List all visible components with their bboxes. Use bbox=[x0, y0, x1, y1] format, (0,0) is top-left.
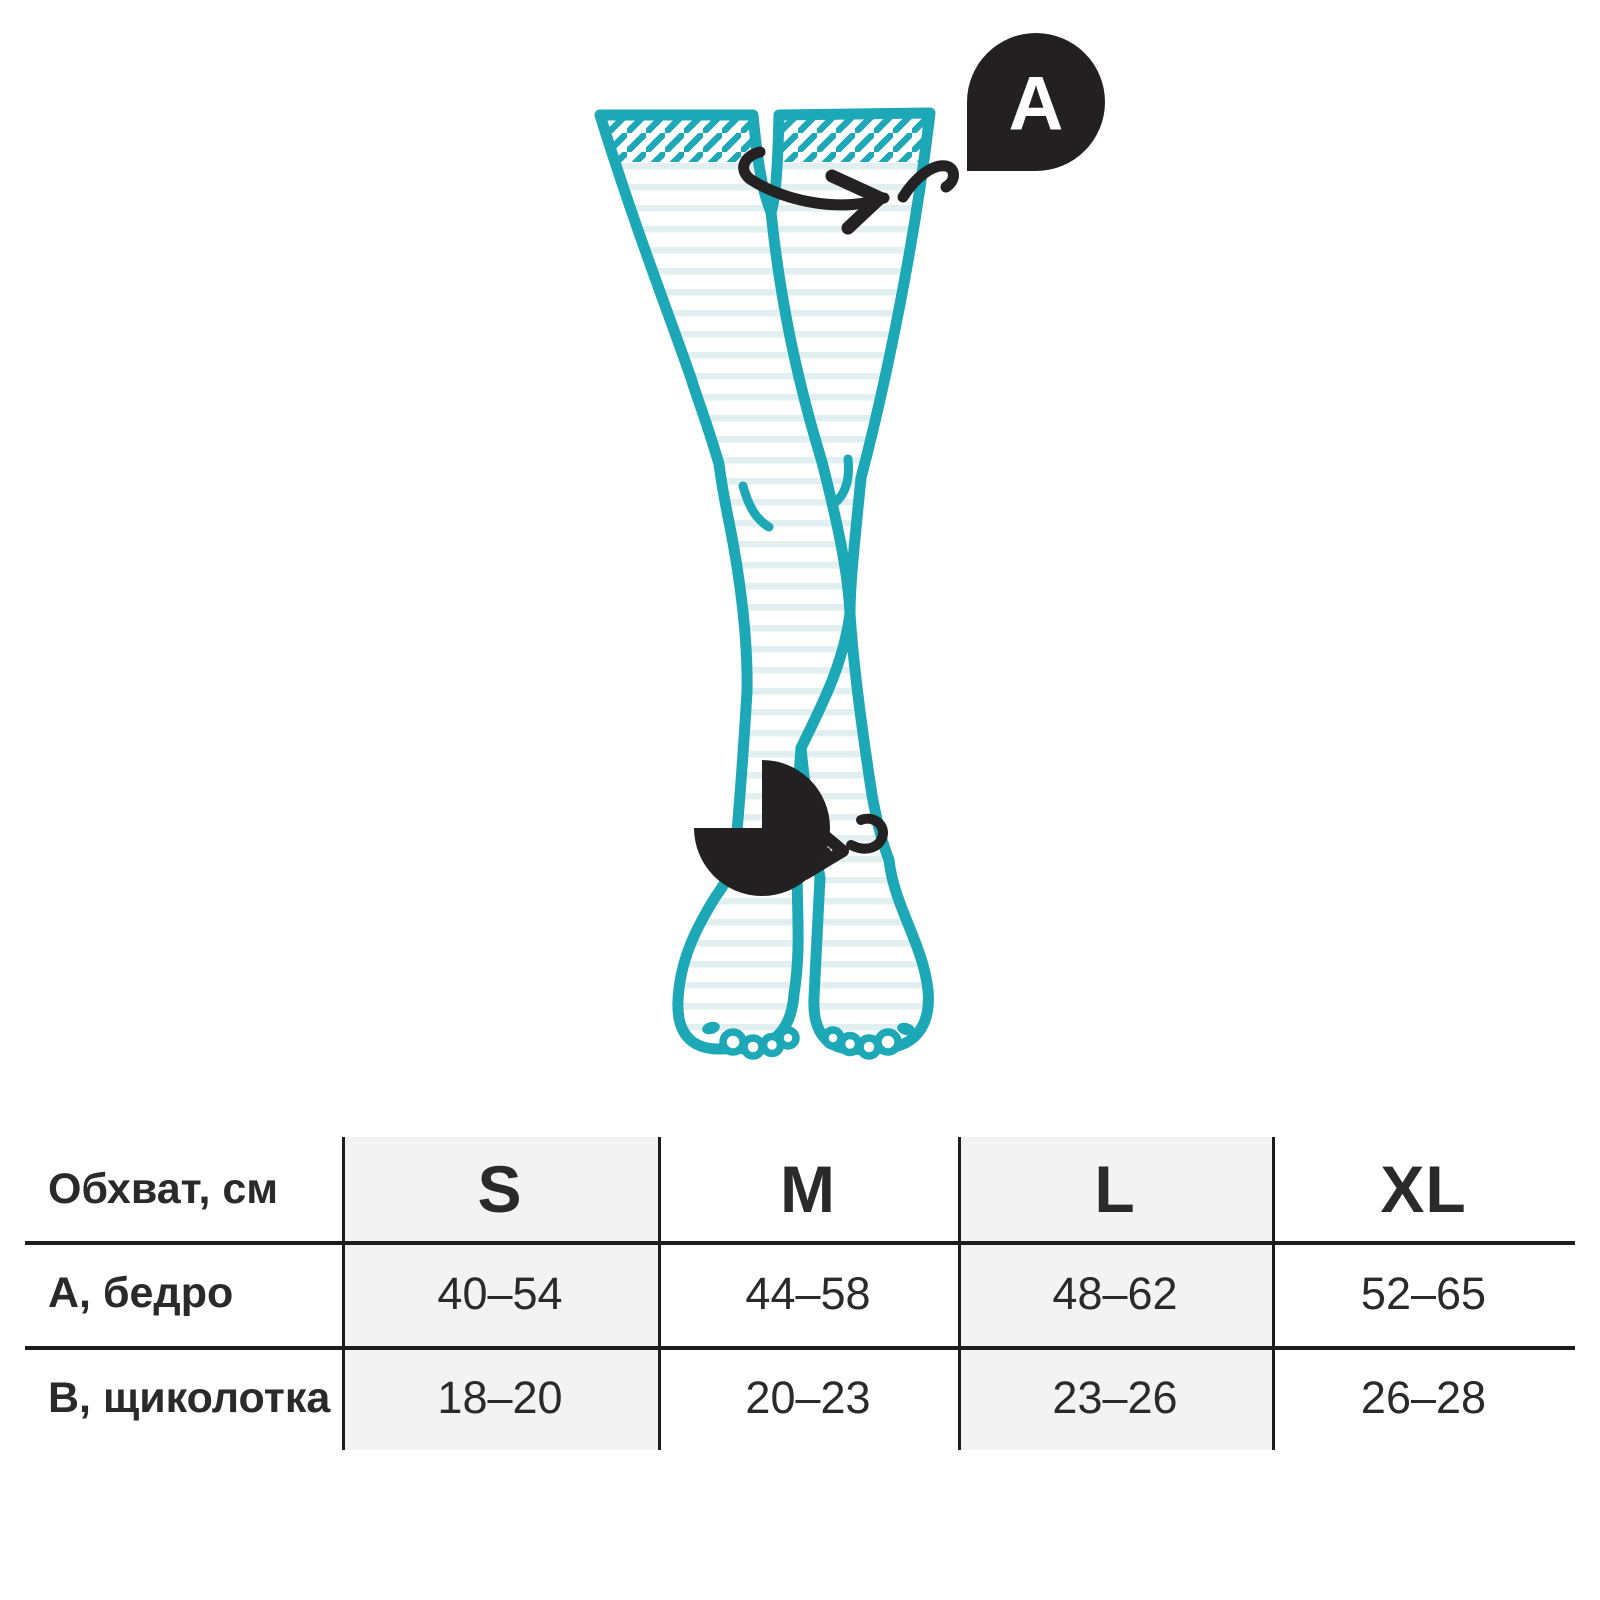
row-label-ankle: В, щиколотка bbox=[48, 1373, 331, 1422]
table-cell-ankle-s: 18–20 bbox=[437, 1372, 563, 1423]
column-header-xl: XL bbox=[1380, 1152, 1467, 1226]
marker-b-label: B bbox=[666, 719, 722, 805]
size-table-grid bbox=[25, 1137, 1575, 1450]
table-cell-thigh-s: 40–54 bbox=[437, 1267, 563, 1319]
row-label-thigh: А, бедро bbox=[48, 1269, 234, 1317]
table-cell-thigh-l: 48–62 bbox=[1052, 1267, 1178, 1319]
toe-loop bbox=[744, 1038, 762, 1056]
legs-illustration bbox=[560, 0, 1160, 1080]
column-header-m: M bbox=[780, 1152, 836, 1226]
size-table bbox=[25, 1137, 1575, 1450]
toe-loop bbox=[878, 1032, 898, 1052]
toe-loop bbox=[842, 1036, 859, 1053]
table-cell-thigh-m: 44–58 bbox=[745, 1267, 871, 1319]
table-cell-ankle-m: 20–23 bbox=[745, 1372, 871, 1423]
column-header-l: L bbox=[1094, 1152, 1136, 1226]
table-horizontal-rule bbox=[25, 1241, 1575, 1245]
stocking-stripes bbox=[560, 163, 1160, 1080]
marker-a-badge bbox=[967, 33, 1105, 171]
table-cell-thigh-xl: 52–65 bbox=[1360, 1267, 1487, 1319]
table-corner-label: Обхват, см bbox=[48, 1164, 279, 1213]
table-horizontal-rule bbox=[25, 1346, 1575, 1350]
table-cell-ankle-l: 23–26 bbox=[1052, 1372, 1178, 1423]
column-header-s: S bbox=[477, 1152, 523, 1226]
marker-a-label: A bbox=[1008, 61, 1064, 147]
table-cell-ankle-xl: 26–28 bbox=[1360, 1372, 1487, 1423]
toe-loop bbox=[780, 1030, 796, 1046]
toe-loop bbox=[723, 1032, 743, 1052]
